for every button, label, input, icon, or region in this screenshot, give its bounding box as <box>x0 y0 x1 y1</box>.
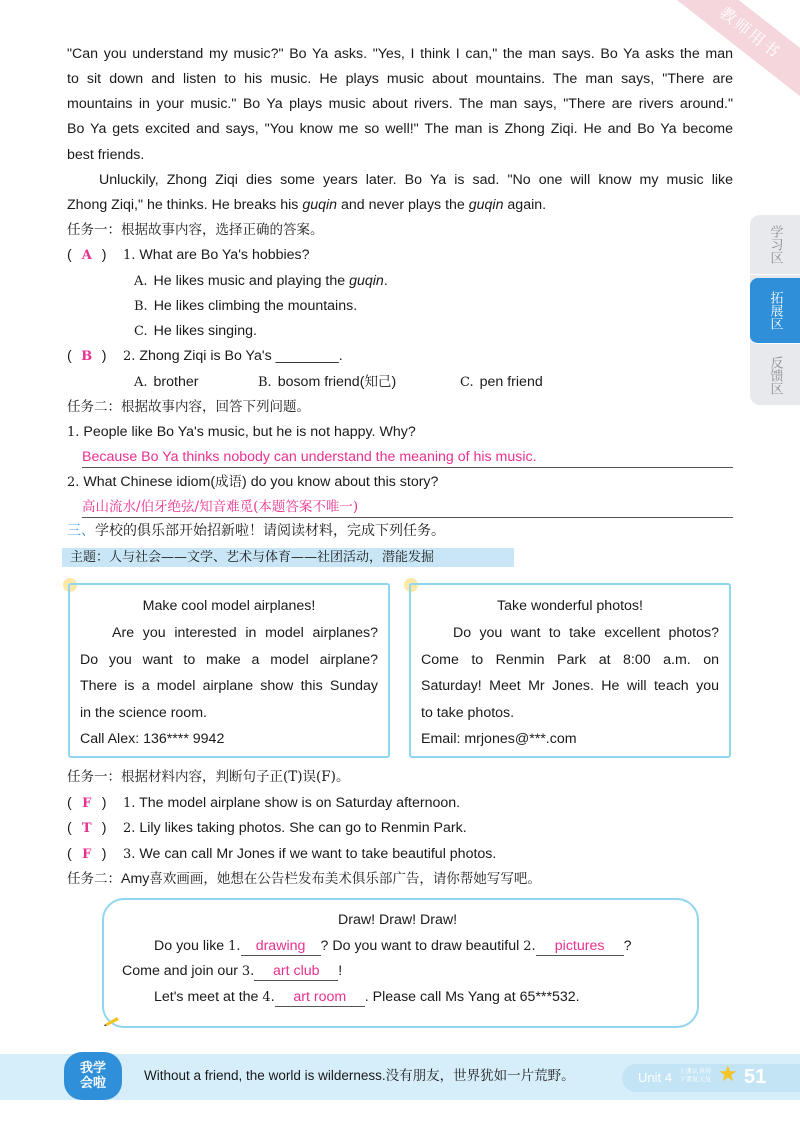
blank-4: art room <box>275 988 365 1007</box>
blank-2: pictures <box>536 937 624 956</box>
guqin-term: guqin <box>302 197 338 213</box>
option-a: A. brother <box>134 374 199 390</box>
story-line: to sit down and listen to his music. He plays music about mountains. The man says, "There are <box>67 71 733 87</box>
task2-answer-1: Because Bo Ya thinks nobody can understand the meaning of his music. <box>82 448 733 468</box>
corner-ribbon: 教师用书 <box>667 0 800 103</box>
footer-quote: Without a friend, the world is wilderness.没有朋友，世界犹如一片荒野。 <box>144 1068 575 1084</box>
answer-parentheses: ( A ) <box>67 247 107 263</box>
task1-heading: 任务一：根据故事内容，选择正确的答案。 <box>67 222 324 238</box>
blank-3: art club <box>254 962 338 981</box>
notice-line: Do you want to take excellent photos? <box>453 625 719 641</box>
tf-item: ( F ) 3. We can call Mr Jones if we want to take beautiful photos. <box>67 846 497 862</box>
ad-line-3: Let's meet at the 4. art room . Please call Ms Yang at 65***532. <box>154 989 580 1005</box>
section-3-heading: 三、学校的俱乐部开始招新啦！请阅读材料，完成下列任务。 <box>67 523 445 539</box>
notice-line: in the science room. <box>80 704 207 721</box>
answer-parentheses: ( B ) <box>67 348 107 364</box>
tf-answer: F <box>82 847 92 862</box>
option-b: B. bosom friend(知己) <box>258 374 397 390</box>
task3-heading: 任务一：根据材料内容，判断句子正(T)误(F)。 <box>67 769 350 785</box>
star-icon: ★ <box>718 1061 738 1086</box>
story-line: "Can you understand my music?" Bo Ya asks. "Yes, I think I can," the man says. Bo Ya asks the man <box>67 46 733 62</box>
notice-line: There is a model airplane show this Sunday <box>80 678 378 694</box>
tab-study-zone[interactable]: 学习区 <box>750 215 800 275</box>
unit-label: Unit 4 <box>638 1070 672 1085</box>
blank-1: drawing <box>241 937 321 956</box>
notice-line: to take photos. <box>421 704 515 721</box>
story-line: mountains in your music." Bo Ya plays music about rivers. The man says, "There are rivers around." <box>67 96 733 112</box>
tf-item: ( T ) 2. Lily likes taking photos. She can go to Renmin Park. <box>67 820 467 836</box>
notice-line: Do you want to make a model airplane? <box>80 651 378 668</box>
answer-parentheses: ( F ) <box>67 795 107 811</box>
choice-answer: B <box>81 349 93 364</box>
ad-title: Draw! Draw! Draw! <box>338 912 458 928</box>
pencil-icon <box>104 1014 120 1026</box>
answer-parentheses: ( T ) <box>67 820 107 836</box>
task1-question-1: ( A ) 1. What are Bo Ya's hobbies? <box>67 247 310 263</box>
tf-answer: F <box>82 796 92 811</box>
tab-extension-zone[interactable]: 拓展区 <box>750 278 800 344</box>
ad-line-2: Come and join our 3. art club ! <box>122 963 343 979</box>
story-line: Bo Ya gets excited and says, "You know me so well!" The man is Zhong Ziqi. He and Bo Ya become <box>67 121 733 137</box>
notice-title: Make cool model airplanes! <box>142 598 316 614</box>
theme-banner: 主题：人与社会——文学、艺术与体育——社团活动，潜能发掘 <box>62 548 514 567</box>
notice-photos <box>409 583 731 758</box>
task4-heading: 任务二：Amy喜欢画画，她想在公告栏发布美术俱乐部广告，请你帮她写写吧。 <box>67 871 541 887</box>
task2-heading: 任务二：根据故事内容，回答下列问题。 <box>67 399 310 415</box>
option-c: C. He likes singing. <box>134 323 257 339</box>
notice-line: Call Alex: 136**** 9942 <box>80 731 225 747</box>
story-line: Zhong Ziqi," he thinks. He breaks his guqin and never plays the guqin again. <box>67 197 547 213</box>
footer-motto: 上课认真听 下课复天复 <box>679 1067 712 1083</box>
notice-line: Come to Renmin Park at 8:00 a.m. on <box>421 651 719 668</box>
tab-feedback-zone[interactable]: 反馈区 <box>767 355 783 395</box>
story-line: best friends. <box>67 147 145 163</box>
task2-question-1: 1. People like Bo Ya's music, but he is not happy. Why? <box>67 424 416 440</box>
tf-answer: T <box>81 821 92 836</box>
task2-answer-2: 高山流水/伯牙绝弦/知音难觅(本题答案不唯一) <box>82 498 733 518</box>
option-a: A. He likes music and playing the guqin. <box>134 273 388 289</box>
task2-question-2: 2. What Chinese idiom(成语) do you know about this story? <box>67 474 439 490</box>
answer-parentheses: ( F ) <box>67 846 107 862</box>
guqin-term: guqin <box>468 197 504 213</box>
option-b: B. He likes climbing the mountains. <box>134 298 358 314</box>
choice-answer: A <box>81 248 92 263</box>
notice-model-airplanes <box>68 583 390 758</box>
footer-badge: 我学 会啦 <box>64 1052 122 1100</box>
notice-line: Are you interested in model airplanes? <box>112 625 378 641</box>
notice-title: Take wonderful photos! <box>497 598 643 614</box>
side-tabs <box>750 215 800 405</box>
notice-line: Email: mrjones@***.com <box>421 731 577 747</box>
ad-line-1: Do you like 1. drawing ? Do you want to draw beautiful 2. pictures ? <box>154 938 632 954</box>
task1-question-2: ( B ) 2. Zhong Ziqi is Bo Ya's ________. <box>67 348 343 364</box>
page-number: 51 <box>744 1066 767 1088</box>
option-c: C. pen friend <box>460 374 543 390</box>
tf-item: ( F ) 1. The model airplane show is on Saturday afternoon. <box>67 795 461 811</box>
notice-line: Saturday! Meet Mr Jones. He will teach you <box>421 678 719 694</box>
story-line: Unluckily, Zhong Ziqi dies some years later. Bo Ya is sad. "No one will know my music like <box>99 172 733 188</box>
